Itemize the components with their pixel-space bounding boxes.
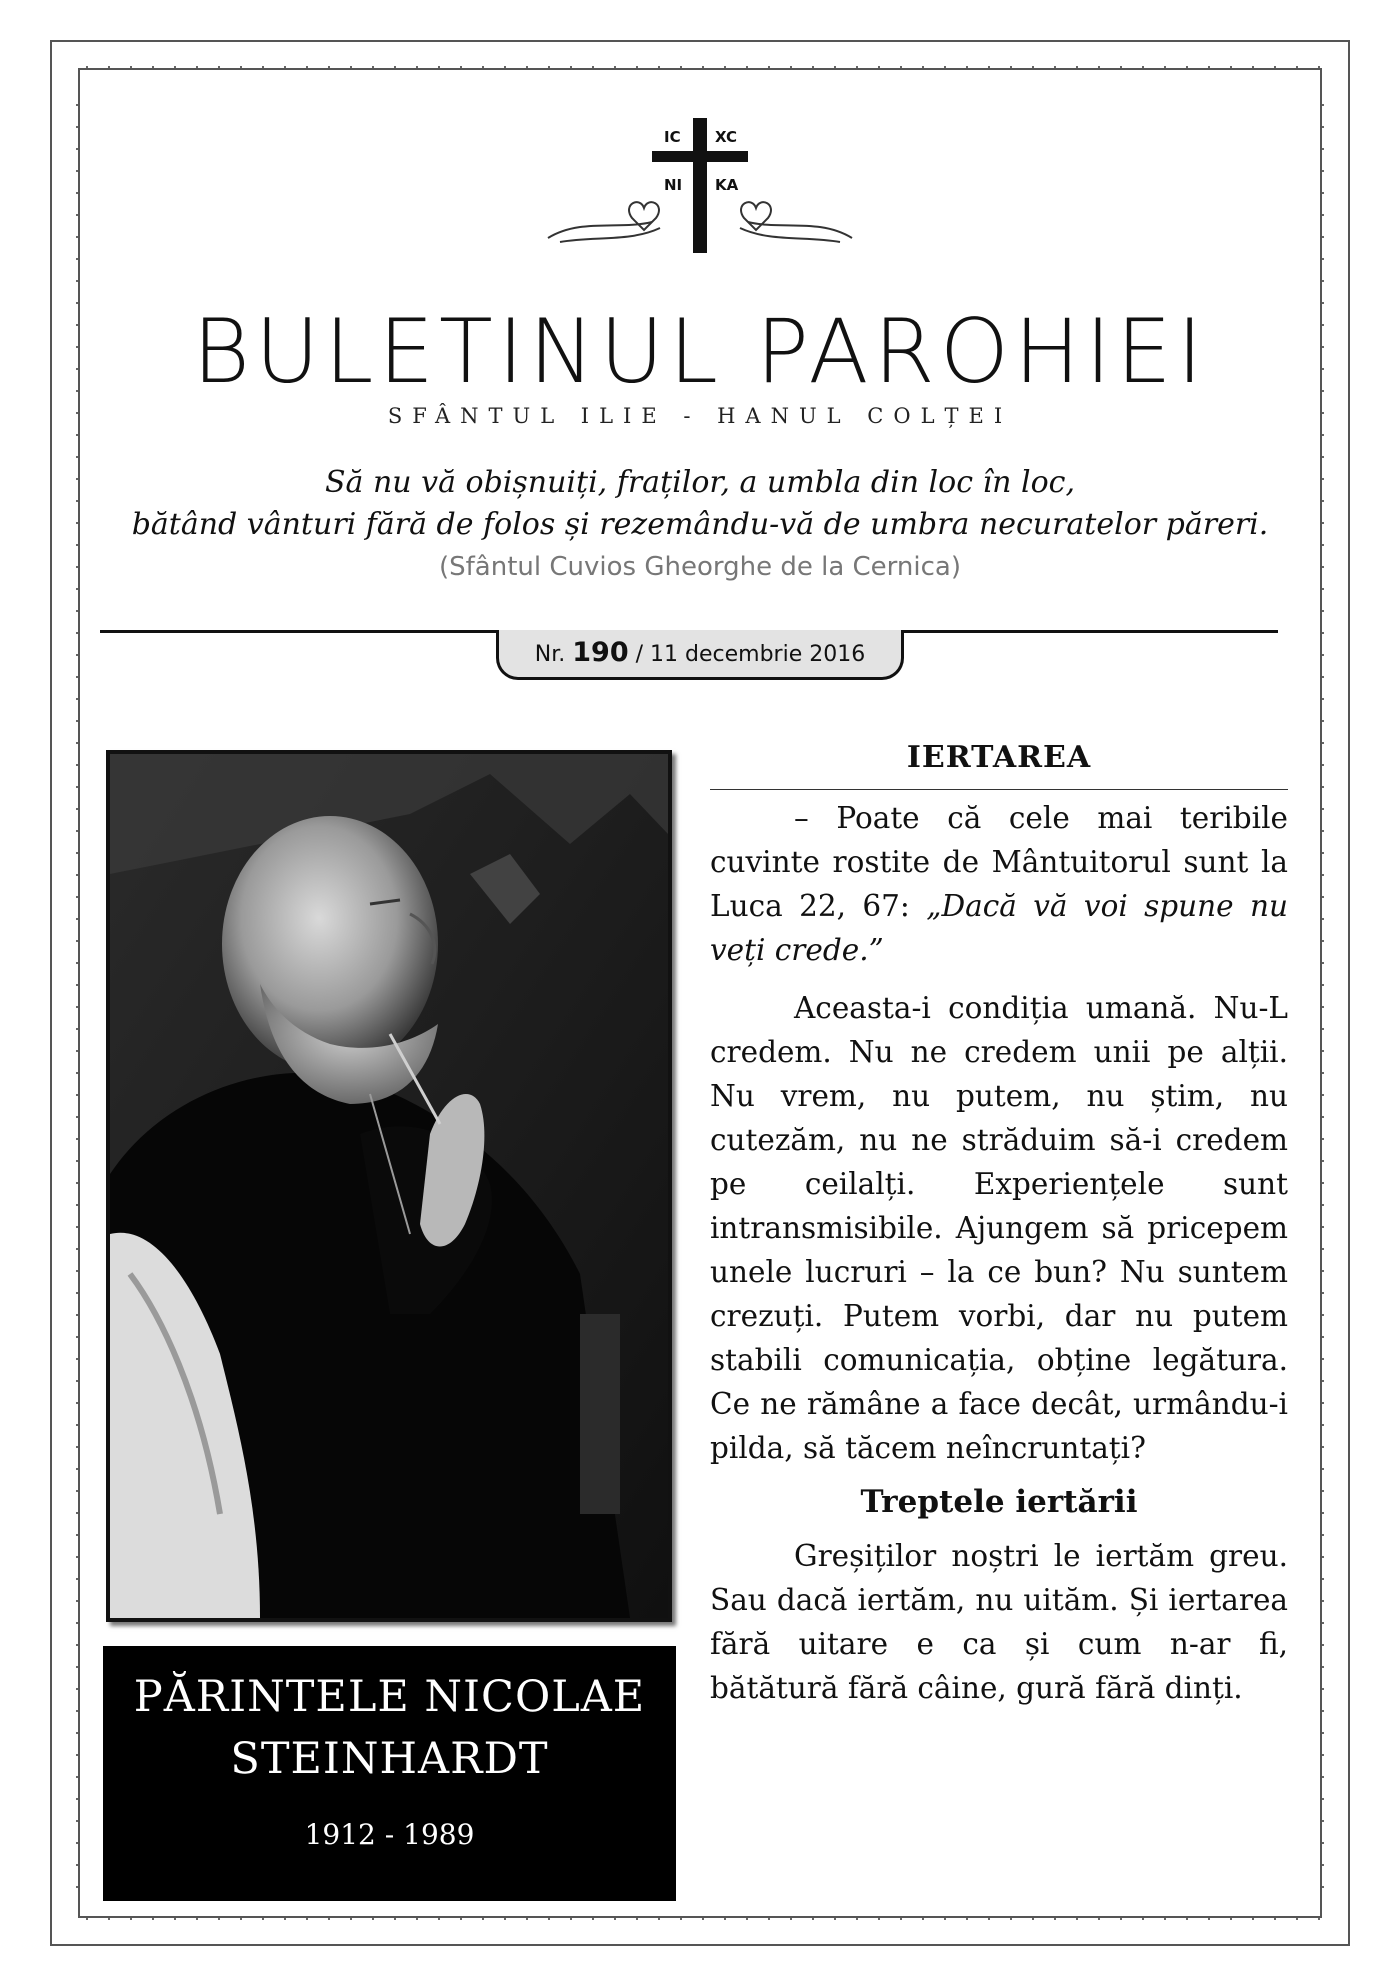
issue-date: / 11 decembrie 2016 bbox=[635, 642, 866, 667]
portrait-name-line-2: STEINHARDT bbox=[230, 1734, 549, 1784]
portrait-name-line-1: PĂRINTELE NICOLAE bbox=[133, 1672, 646, 1722]
motto-source: (Sfântul Cuvios Gheorghe de la Cernica) bbox=[439, 552, 961, 582]
motto-line-1: Să nu vă obișnuiți, fraților, a umbla din loc în loc, bbox=[325, 465, 1075, 500]
parish-subtitle: SFÂNTUL ILIE - HANUL COLȚEI bbox=[387, 404, 1013, 428]
portrait-years: 1912 - 1989 bbox=[304, 1818, 475, 1851]
bulletin-title: BULETINUL PAROHIEI bbox=[192, 300, 1208, 403]
article-title: IERTAREA bbox=[710, 740, 1288, 790]
article-paragraph-1 bbox=[710, 796, 1288, 972]
article-paragraph-1-text: – Poate că cele mai teribile cuvinte rostite de Mântuitorul sunt la Luca 22, 67: bbox=[710, 801, 1288, 923]
flourish-left-icon bbox=[548, 202, 660, 242]
article-scripture-quote: „Dacă vă voi spune nu veți crede.” bbox=[710, 889, 1289, 967]
motto-quote bbox=[0, 462, 1400, 546]
portrait-photo bbox=[106, 750, 672, 1622]
emblem-letter-ic: IC bbox=[664, 128, 681, 146]
article-paragraph-2: Aceasta-i condiția umană. Nu-L credem. Nu ne credem unii pe alții. Nu vrem, nu putem, nu știm, nu cutezăm, nu ne străduim să-i credem pe ceilalți. Experiențele sunt intransmisibile. Ajungem să pricepem unele lucruri – la ce bun? Nu suntem crezuți. Putem vorbi, dar nu putem stabili comunicația, obține legătura. Ce ne rămâne a face decât, urmându-i pilda, să tăcem neîncruntați? bbox=[710, 991, 1288, 1465]
emblem-letter-xc: XC bbox=[715, 128, 738, 146]
article-subheading: Treptele iertării bbox=[860, 1484, 1138, 1520]
cross-emblem bbox=[540, 118, 860, 258]
article bbox=[710, 740, 1288, 1724]
issue-tab bbox=[496, 630, 904, 680]
motto-line-2: bătând vânturi fără de folos și rezemându-vă de umbra necuratelor păreri. bbox=[131, 507, 1269, 542]
issue-number: 190 bbox=[572, 637, 629, 668]
issue-prefix: Nr. bbox=[534, 642, 566, 667]
article-paragraph-3: Greșiților noștri le iertăm greu. Sau dacă iertăm, nu uităm. Și iertarea fără uitare e ca și cum n-ar fi, bătătură fără câine, gură fără dinți. bbox=[710, 1539, 1288, 1705]
emblem-letter-ka: KA bbox=[715, 176, 739, 194]
portrait-name bbox=[103, 1666, 676, 1790]
emblem-letter-ni: NI bbox=[664, 176, 683, 194]
flourish-right-icon bbox=[740, 202, 852, 242]
portrait-caption bbox=[103, 1646, 676, 1901]
